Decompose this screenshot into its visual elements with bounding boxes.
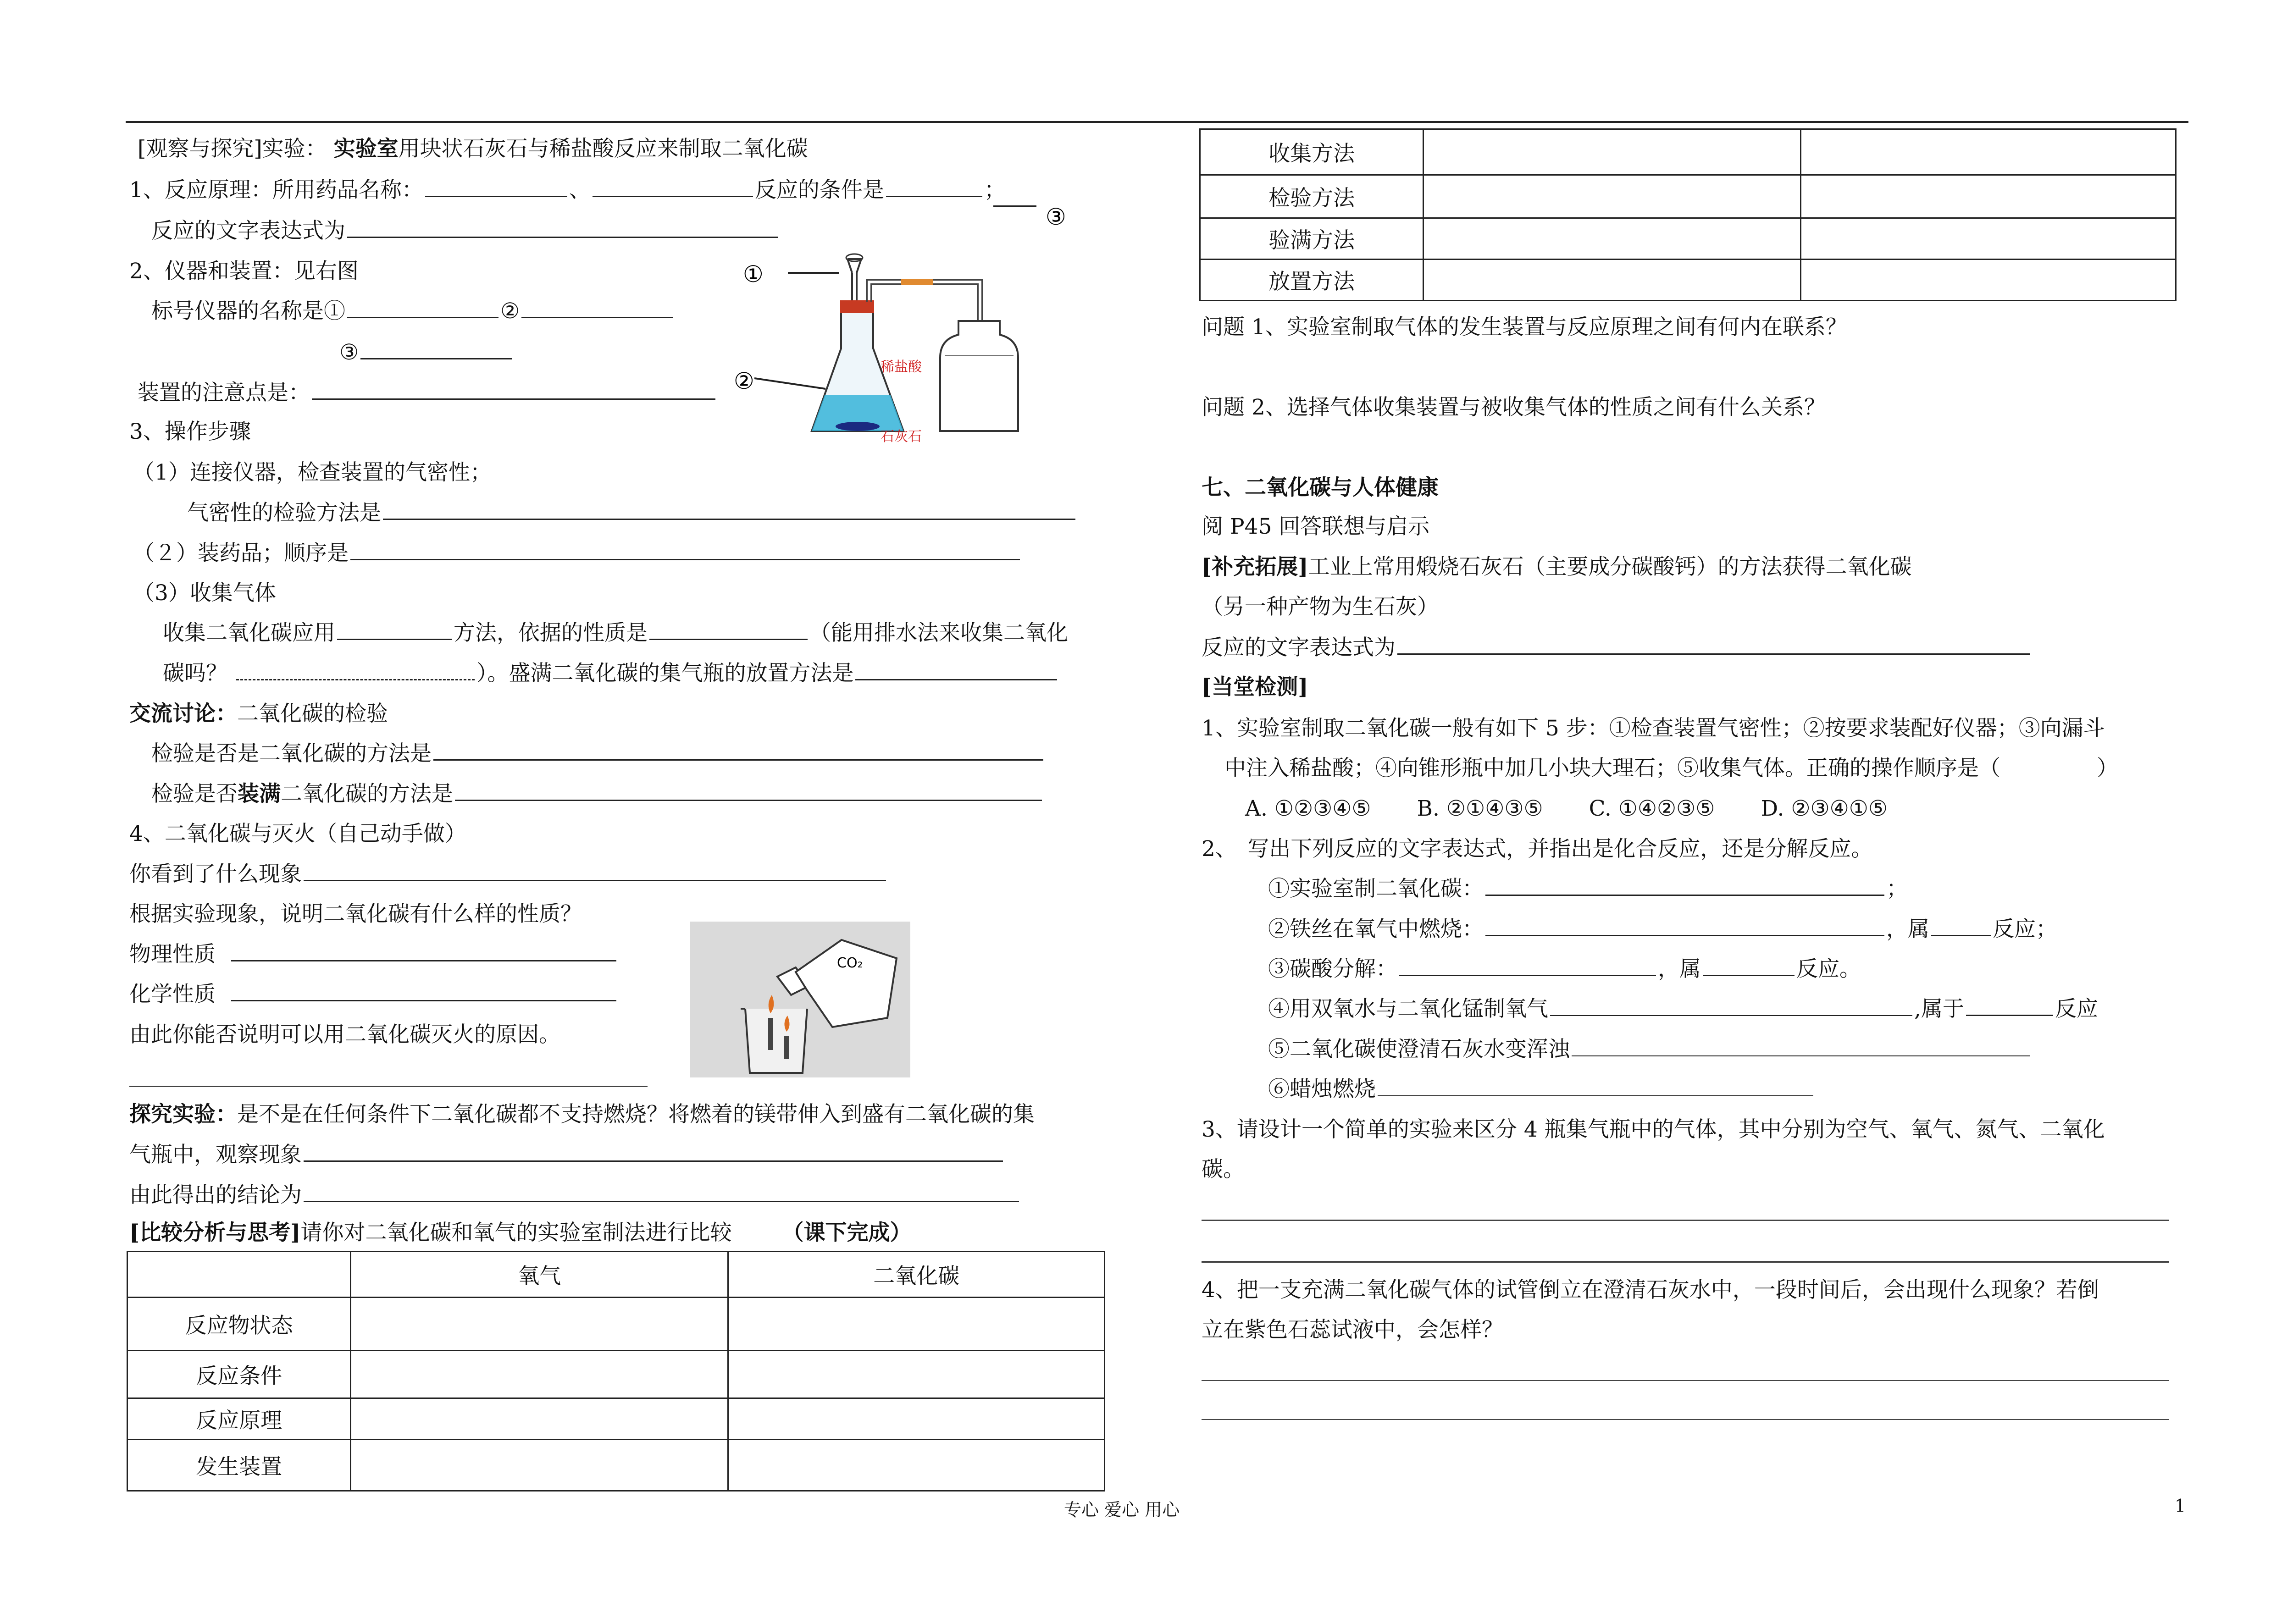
test-title: [当堂检测] xyxy=(1202,674,1308,700)
table-header: 二氧化碳 xyxy=(728,1252,1105,1298)
answer-line[interactable] xyxy=(1202,1220,2169,1221)
row-label: 放置方法 xyxy=(1200,260,1423,301)
q2-c: ③ xyxy=(339,340,359,365)
blank[interactable] xyxy=(1966,996,2053,1016)
test-2-4 xyxy=(1268,996,2098,1022)
t2-5-label: ⑤二氧化碳使澄清石灰水变浑浊 xyxy=(1268,1037,1570,1062)
test-2-2 xyxy=(1268,916,2057,943)
page-number: 1 xyxy=(2175,1496,2186,1516)
blank[interactable] xyxy=(1931,917,1991,936)
reading-instruction: 阅 P45 回答联想与启示 xyxy=(1202,514,1430,539)
extension-text-2: （另一种产物为生石灰） xyxy=(1202,594,1439,619)
table-cell[interactable] xyxy=(1801,175,2176,218)
compare-bracket: [比较分析与思考] xyxy=(129,1220,301,1245)
blank[interactable] xyxy=(1399,956,1656,976)
answer-line[interactable] xyxy=(1202,1380,2169,1381)
q3-step2-label: （２）装药品；顺序是 xyxy=(133,541,349,566)
experiment-bracket: [观察与探究]实验： xyxy=(138,136,327,161)
q1-label: 1、反应原理：所用药品名称： xyxy=(129,177,423,203)
table-cell[interactable] xyxy=(1801,260,2176,301)
t2-6-label: ⑥蜡烛燃烧 xyxy=(1268,1077,1376,1102)
test-3-line-a: 3、请设计一个简单的实验来区分 4 瓶集气瓶中的气体，其中分别为空气、氧气、氮气、二氧化 xyxy=(1202,1117,2105,1142)
q2-note-label: 装置的注意点是： xyxy=(138,380,310,405)
acid-label: 稀盐酸 xyxy=(881,359,922,375)
table-row xyxy=(1200,218,2176,260)
discussion-bold: 交流讨论： xyxy=(129,701,237,726)
explore-bold: 探究实验： xyxy=(129,1102,237,1127)
table-cell[interactable] xyxy=(1423,129,1801,175)
table-cell[interactable] xyxy=(1423,218,1801,260)
test-2-title: 2、 写出下列反应的文字表达式，并指出是化合反应，还是分解反应。 xyxy=(1202,836,1873,862)
comparison-table-right xyxy=(1199,128,2177,301)
t2-1-end: ； xyxy=(1886,876,1908,901)
blank[interactable] xyxy=(1397,635,2030,655)
q3-collect-d: 碳吗？ xyxy=(163,661,227,686)
compare-text: 请你对二氧化碳和氧气的实验室制法进行比较 xyxy=(300,1220,732,1245)
q4-a: 你看到了什么现象 xyxy=(129,862,302,887)
q3-collect-e: ）。盛满二氧化碳的集气瓶的放置方法是 xyxy=(476,661,854,686)
t2-4-mid: ,属于 xyxy=(1914,996,1964,1022)
t2-2-mid: ，属 xyxy=(1886,917,1929,942)
row-label: 反应原理 xyxy=(127,1398,351,1440)
t2-1-label: ①实验室制二氧化碳： xyxy=(1268,876,1484,901)
t2-4-end: 反应 xyxy=(2055,996,2098,1022)
blank[interactable] xyxy=(1485,876,1884,896)
q1-end: ； xyxy=(984,177,1006,203)
table-row xyxy=(1200,260,2176,301)
q1-sep: 、 xyxy=(569,177,591,203)
experiment-rest: 用块状石灰石与稀盐酸反应来制取二氧化碳 xyxy=(398,136,808,161)
t2-3-label: ③碳酸分解： xyxy=(1268,956,1397,982)
answer-line[interactable] xyxy=(1202,1419,2169,1420)
problem-2: 问题 2、选择气体收集装置与被收集气体的性质之间有什么关系？ xyxy=(1202,395,1826,420)
table-row xyxy=(1200,129,2176,175)
q3-step3: （3）收集气体 xyxy=(133,580,276,606)
test-4-line-a: 4、把一支充满二氧化碳气体的试管倒立在澄清石灰水中，一段时间后，会出现什么现象？若倒 xyxy=(1202,1277,2099,1303)
discussion-b2: 二氧化碳的方法是 xyxy=(281,781,453,806)
extension-bracket: [补充拓展] xyxy=(1202,554,1308,580)
q1-expr-label: 反应的文字表达式为 xyxy=(151,218,345,243)
table-cell[interactable] xyxy=(1801,218,2176,260)
test-2-5 xyxy=(1268,1036,2032,1063)
row-label: 发生装置 xyxy=(127,1440,351,1491)
t2-3-mid: ，属 xyxy=(1658,956,1701,982)
q2-a: 标号仪器的名称是① xyxy=(151,298,345,324)
section-7-title: 七、二氧化碳与人体健康 xyxy=(1202,475,1439,500)
label-1: ① xyxy=(743,261,764,287)
discussion-b-bold: 装满 xyxy=(238,781,281,806)
discussion-text: 二氧化碳的检验 xyxy=(237,701,388,726)
q3-airtight-label: 气密性的检验方法是 xyxy=(187,500,381,525)
blank[interactable] xyxy=(1550,997,1912,1016)
table-cell[interactable] xyxy=(1423,260,1801,301)
q3-step1: （1）连接仪器，检查装置的气密性； xyxy=(133,460,492,485)
row-label: 验满方法 xyxy=(1200,218,1423,260)
extension-expr-label: 反应的文字表达式为 xyxy=(1202,635,1396,660)
row-label: 收集方法 xyxy=(1200,129,1423,175)
option-c[interactable]: C. ①④②③⑤ xyxy=(1589,796,1715,821)
q3-collect-a: 收集二氧化碳应用 xyxy=(163,620,335,646)
test-1-b: 中注入稀盐酸；④向锥形瓶中加几小块大理石；⑤收集气体。正确的操作顺序是（ xyxy=(1224,756,2000,781)
q3-title: 3、操作步骤 xyxy=(129,419,251,444)
table-cell[interactable] xyxy=(1423,175,1801,218)
explore-text2: 气瓶中，观察现象 xyxy=(129,1142,302,1167)
q4-title: 4、二氧化碳与灭火（自己动手做） xyxy=(129,821,466,846)
q2-title: 2、仪器和装置：见右图 xyxy=(129,259,359,284)
q4-e: 由此你能否说明可以用二氧化碳灭火的原因。 xyxy=(129,1022,560,1047)
explore-text: 是不是在任何条件下二氧化碳都不支持燃烧？将燃着的镁带伸入到盛有二氧化碳的集 xyxy=(237,1102,1035,1127)
test-2-1 xyxy=(1268,876,1908,902)
q4-c: 物理性质 xyxy=(129,942,216,967)
q3-collect-b: 方法，依据的性质是 xyxy=(454,620,648,646)
q1-cond: 反应的条件是 xyxy=(754,177,884,203)
t2-4-label: ④用双氧水与二氧化锰制氧气 xyxy=(1268,996,1548,1022)
discussion-b1: 检验是否 xyxy=(151,781,238,806)
test-2-6 xyxy=(1268,1076,1815,1103)
q4-b: 根据实验现象，说明二氧化碳有什么样的性质？ xyxy=(129,901,582,927)
q3-collect-c: （能用排水法来收集二氧化 xyxy=(809,620,1068,646)
blank[interactable] xyxy=(1703,956,1795,976)
test-2-3 xyxy=(1268,956,1861,983)
test-1-options xyxy=(1245,795,1888,822)
discussion-a-label: 检验是否是二氧化碳的方法是 xyxy=(151,741,432,766)
extension-line xyxy=(1202,554,1911,580)
table-cell[interactable] xyxy=(1801,129,2176,175)
blank[interactable] xyxy=(1572,1037,2030,1056)
option-a[interactable]: A. ①②③④⑤ xyxy=(1245,796,1371,821)
t2-2-label: ②铁丝在氧气中燃烧： xyxy=(1268,917,1484,942)
compare-after: （课下完成） xyxy=(782,1220,912,1245)
experiment-bold: 实验室 xyxy=(333,136,399,161)
t2-2-end: 反应； xyxy=(1993,917,2057,942)
footer-motto: 专心 爱心 用心 xyxy=(1064,1500,1180,1520)
table-row xyxy=(1200,175,2176,218)
t2-3-end: 反应。 xyxy=(1796,956,1861,982)
explore-conc: 由此得出的结论为 xyxy=(129,1182,302,1208)
row-label: 检验方法 xyxy=(1200,175,1423,218)
test-3-line-b: 碳。 xyxy=(1202,1157,1245,1182)
answer-line[interactable] xyxy=(1202,1261,2169,1263)
row-label: 反应条件 xyxy=(127,1351,351,1398)
label-3: ③ xyxy=(1046,204,1066,230)
blank[interactable] xyxy=(1378,1077,1813,1096)
option-d[interactable]: D. ②③④①⑤ xyxy=(1761,796,1888,821)
co2-label: CO₂ xyxy=(837,955,863,971)
label-2: ② xyxy=(734,368,754,394)
option-b[interactable]: B. ②①④③⑤ xyxy=(1417,796,1543,821)
blank[interactable] xyxy=(1485,917,1884,936)
test-1-b-end: ） xyxy=(2097,756,2118,781)
row-label: 反应物状态 xyxy=(127,1298,351,1351)
test-1-line-b xyxy=(1224,755,2118,782)
q4-d: 化学性质 xyxy=(129,982,216,1007)
q2-b: ② xyxy=(500,298,520,324)
extension-expression xyxy=(1202,635,2032,661)
limestone-label: 石灰石 xyxy=(881,429,922,445)
table-header: 氧气 xyxy=(351,1252,728,1298)
problem-1: 问题 1、实验室制取气体的发生装置与反应原理之间有何内在联系？ xyxy=(1202,315,1847,340)
test-4-line-b: 立在紫色石蕊试液中，会怎样？ xyxy=(1202,1317,1503,1342)
test-1-line-a: 1、实验室制取二氧化碳一般有如下 5 步：①检查装置气密性；②按要求装配好仪器；③向漏斗 xyxy=(1202,716,2105,741)
extension-text: 工业上常用煅烧石灰石（主要成分碳酸钙）的方法获得二氧化碳 xyxy=(1308,554,1912,580)
